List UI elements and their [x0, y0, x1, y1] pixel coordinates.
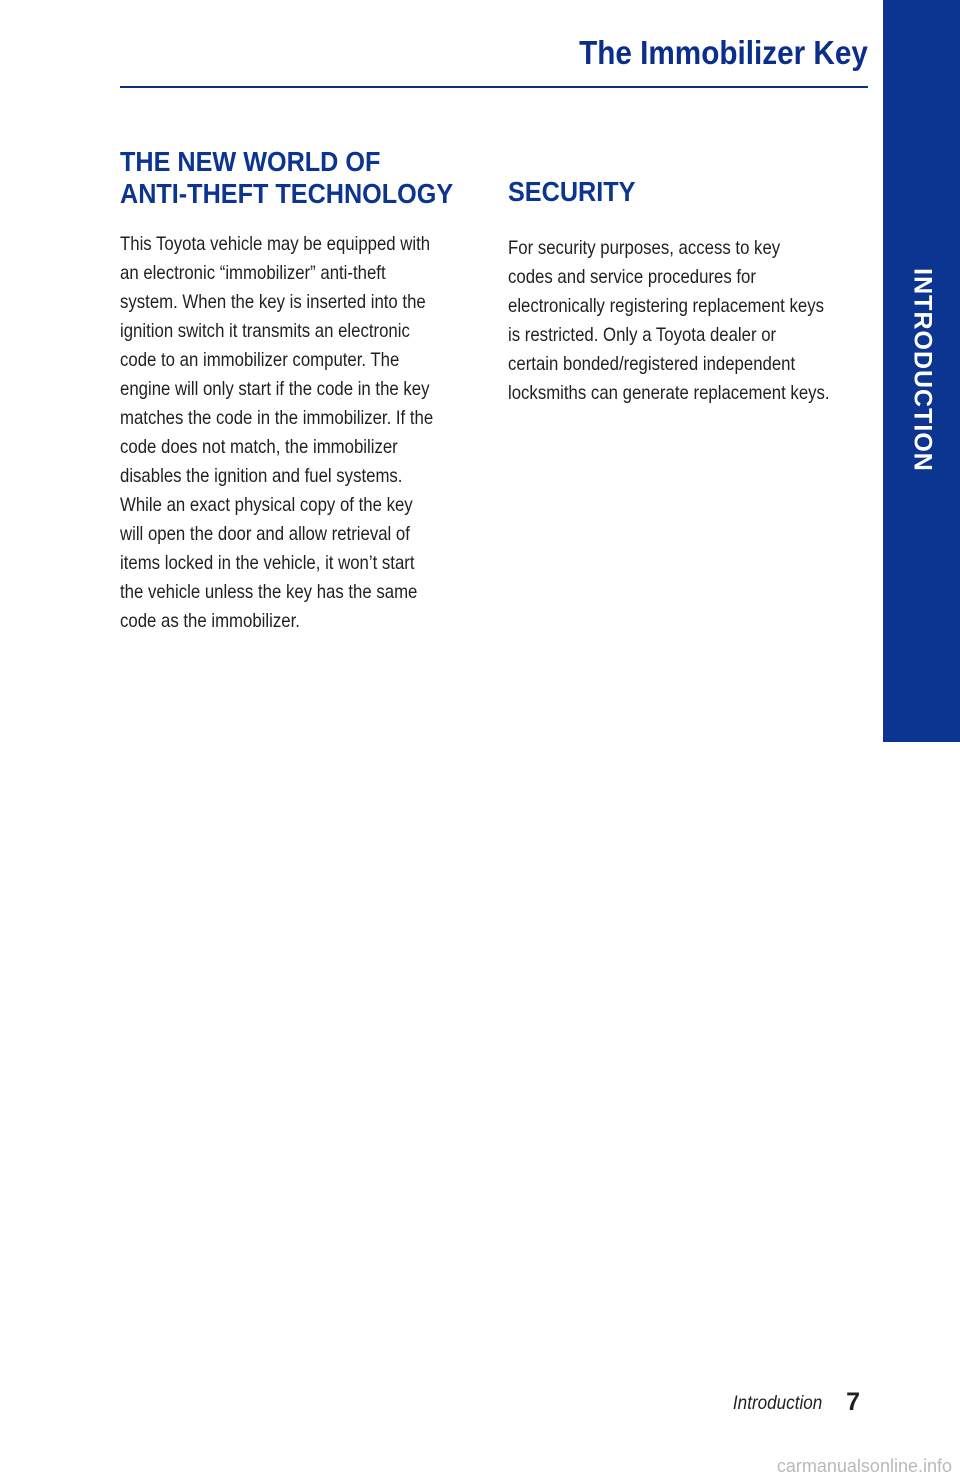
heading-line: THE NEW WORLD OF	[120, 146, 381, 177]
body-line: locksmiths can generate replacement keys.	[508, 382, 830, 404]
body-line: items locked in the vehicle, it won’t start	[120, 552, 415, 574]
body-line: While an exact physical copy of the key	[120, 494, 413, 516]
page-title: The Immobilizer Key	[579, 34, 868, 71]
body-line: disables the ignition and fuel systems.	[120, 465, 403, 487]
body-line: electronically registering replacement keys	[508, 295, 824, 317]
side-tab-label: INTRODUCTION	[908, 268, 936, 472]
body-line: code does not match, the immobilizer	[120, 436, 398, 458]
section-anti-theft	[120, 146, 482, 636]
page-number: 7	[846, 1388, 860, 1416]
section-security	[508, 176, 870, 408]
watermark: carmanualsonline.info	[776, 1456, 952, 1476]
body-line: an electronic “immobilizer” anti-theft	[120, 262, 386, 284]
body-line: certain bonded/registered independent	[508, 353, 796, 375]
body-line: ignition switch it transmits an electronic	[120, 320, 410, 342]
footer-section-name: Introduction	[732, 1393, 822, 1414]
heading-line: ANTI-THEFT TECHNOLOGY	[120, 178, 454, 209]
body-line: engine will only start if the code in the key	[120, 378, 430, 400]
title-divider	[120, 86, 868, 88]
body-line: codes and service procedures for	[508, 266, 756, 288]
body-line: code as the immobilizer.	[120, 610, 300, 632]
heading-line: SECURITY	[508, 176, 636, 207]
section-body	[120, 230, 434, 636]
side-tab	[883, 0, 960, 742]
section-body	[508, 234, 830, 408]
body-line: the vehicle unless the key has the same	[120, 581, 418, 603]
section-heading	[120, 146, 454, 210]
body-line: is restricted. Only a Toyota dealer or	[508, 324, 777, 346]
section-heading	[508, 176, 834, 208]
body-line: will open the door and allow retrieval of	[120, 523, 410, 545]
body-line: matches the code in the immobilizer. If the	[120, 407, 434, 429]
body-line: This Toyota vehicle may be equipped with	[120, 233, 431, 255]
body-line: system. When the key is inserted into the	[120, 291, 426, 313]
body-line: code to an immobilizer computer. The	[120, 349, 400, 371]
body-line: For security purposes, access to key	[508, 237, 781, 259]
